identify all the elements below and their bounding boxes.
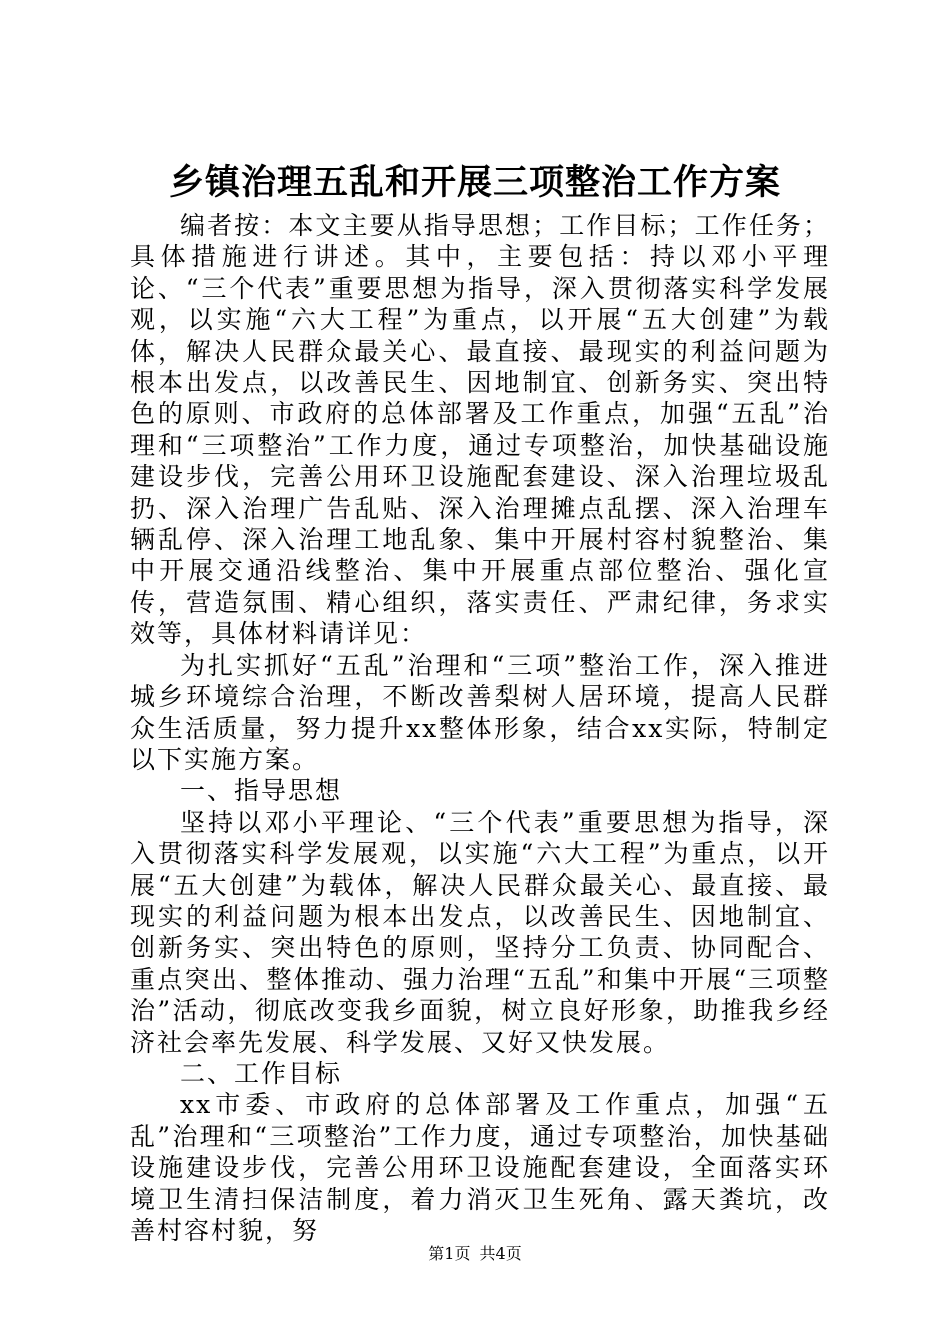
page-number: 第1页: [428, 1244, 471, 1263]
document-title: 乡镇治理五乱和开展三项整治工作方案: [168, 162, 781, 203]
page-footer: [0, 1243, 950, 1265]
section-heading-work-goals: 二、工作目标: [180, 1058, 343, 1088]
work-goals-paragraph: xx市委、市政府的总体部署及工作重点，加强“五乱”治理和“三项整治”工作力度，通过专项整治，加快基础设施建设步伐，完善公用环卫设施配套建设，全面落实环境卫生清扫保洁制度，着力消灭卫生死角、露天粪坑，改善村容村貌，努: [130, 1090, 830, 1245]
page-total: 共4页: [479, 1244, 522, 1263]
editor-note-paragraph: 编者按：本文主要从指导思想；工作目标；工作任务；具体措施进行讲述。其中，主要包括：持以邓小平理论、“三个代表”重要思想为指导，深入贯彻落实科学发展观，以实施“六大工程”为重点，以开展“五大创建”为载体，解决人民群众最关心、最直接、最现实的利益问题为根本出发点，以改善民生、因地制宜、创新务实、突出特色的原则、市政府的总体部署及工作重点，加强“五乱”治理和“三项整治”工作力度，通过专项整治，加快基础设施建设步伐，完善公用环卫设施配套建设、深入治理垃圾乱扔、深入治理广告乱贴、深入治理摊点乱摆、深入治理车辆乱停、深入治理工地乱象、集中开展村容村貌整治、集中开展交通沿线整治、集中开展重点部位整治、强化宣传，营造氛围、精心组织，落实责任、严肃纪律，务求实效等，具体材料请详见：: [130, 211, 830, 649]
section-heading-guiding-ideology: 一、指导思想: [180, 776, 343, 806]
intro-paragraph: 为扎实抓好“五乱”治理和“三项”整治工作，深入推进城乡环境综合治理，不断改善梨树人居环境，提高人民群众生活质量，努力提升xx整体形象，结合xx实际，特制定以下实施方案。: [130, 650, 830, 774]
guiding-ideology-paragraph: 坚持以邓小平理论、“三个代表”重要思想为指导，深入贯彻落实科学发展观，以实施“六大工程”为重点，以开展“五大创建”为载体，解决人民群众最关心、最直接、最现实的利益问题为根本出发点，以改善民生、因地制宜、创新务实、突出特色的原则，坚持分工负责、协同配合、重点突出、整体推动、强力治理“五乱”和集中开展“三项整治”活动，彻底改变我乡面貌，树立良好形象，助推我乡经济社会率先发展、科学发展、又好又快发展。: [130, 807, 830, 1057]
document-body: [130, 210, 830, 1246]
